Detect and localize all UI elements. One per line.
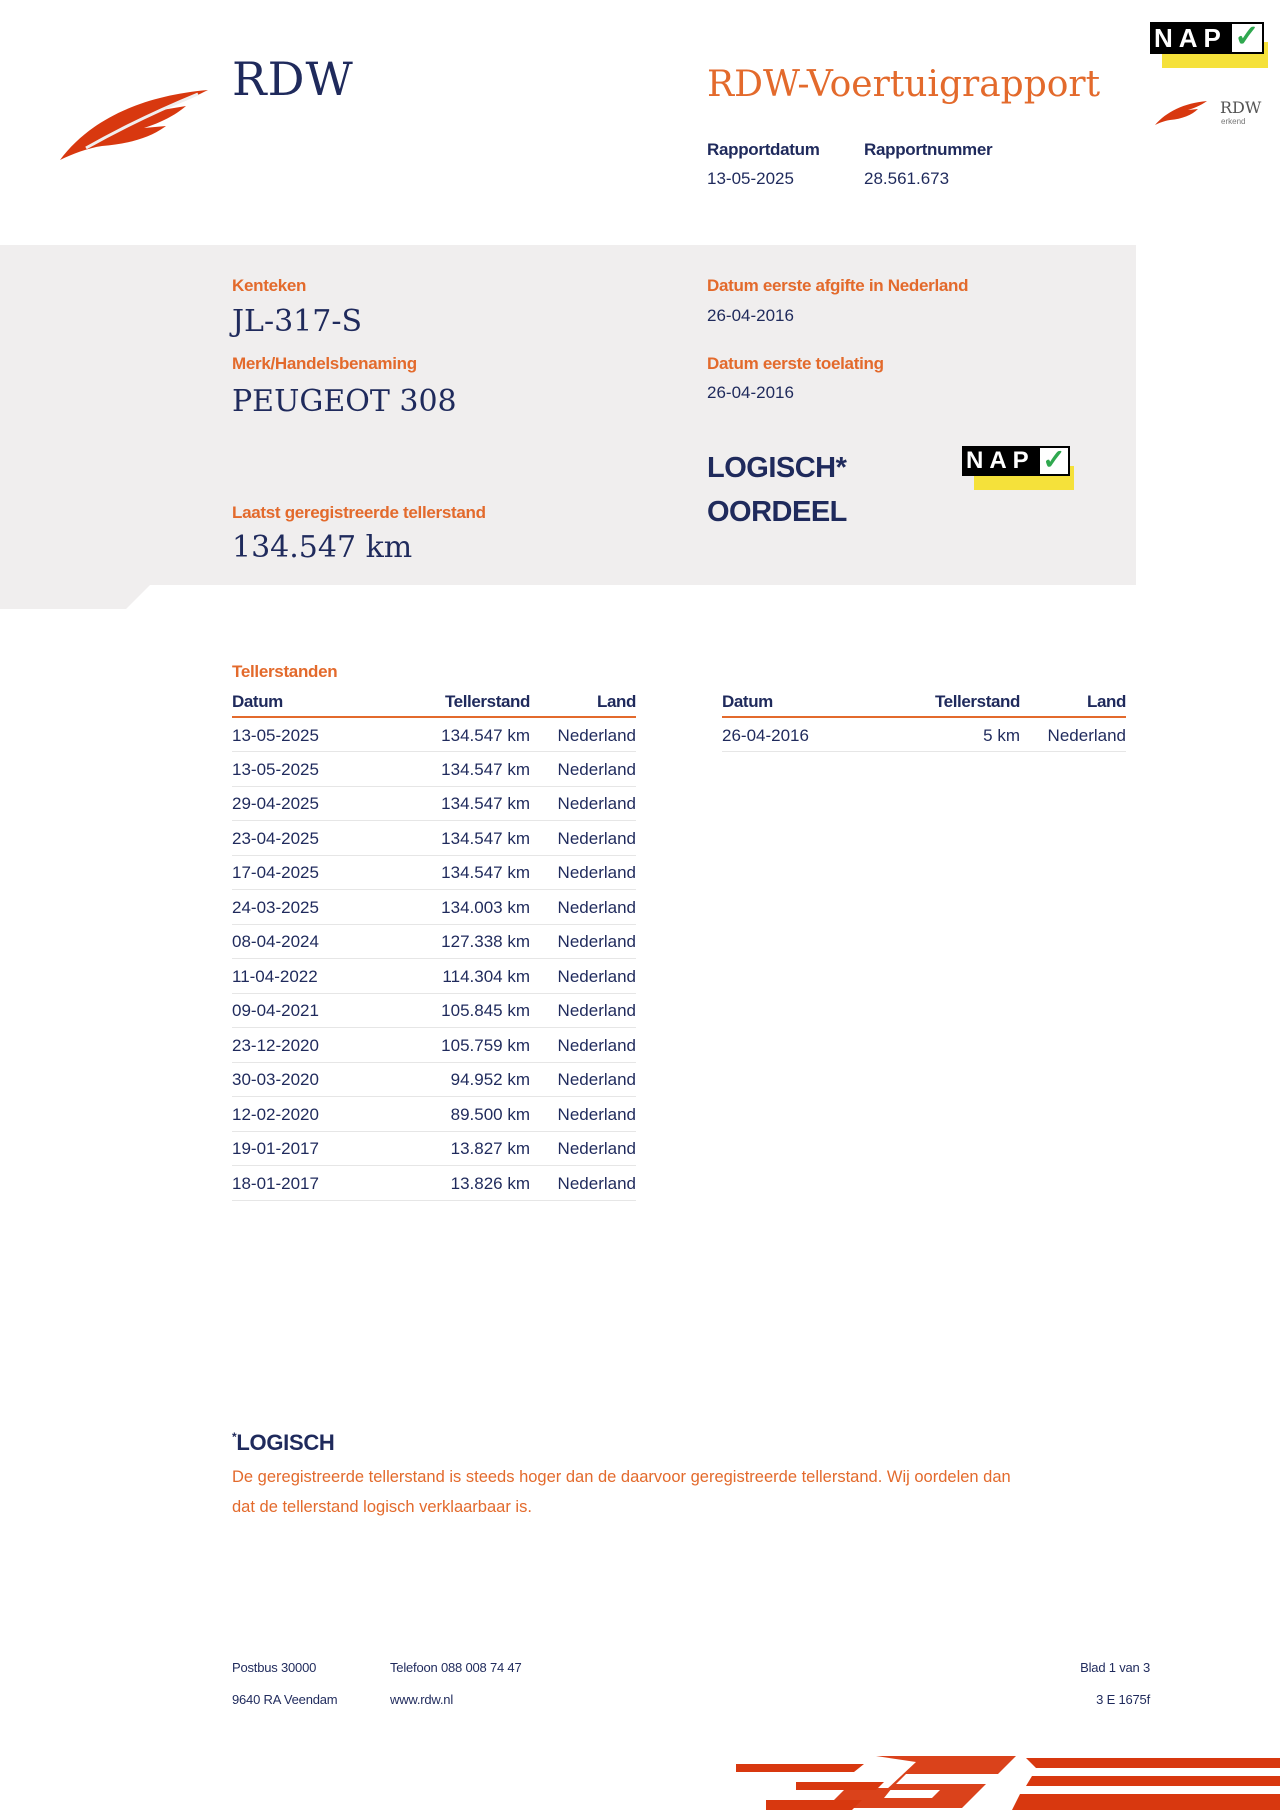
first-admission-label: Datum eerste toelating xyxy=(707,354,884,373)
table-row xyxy=(232,959,636,994)
cell-odometer: 94.952 km xyxy=(382,1062,530,1097)
table-row xyxy=(232,1131,636,1166)
cell-date: 08-04-2024 xyxy=(232,924,382,959)
cell-date: 11-04-2022 xyxy=(232,959,382,994)
cell-odometer: 114.304 km xyxy=(382,959,530,994)
table-header-row xyxy=(722,692,1126,717)
cell-date: 19-01-2017 xyxy=(232,1131,382,1166)
rdw-feather-logo-icon xyxy=(58,82,210,162)
cell-date: 12-02-2020 xyxy=(232,1097,382,1132)
rdw-erkend-sub: erkend xyxy=(1221,117,1246,126)
table-row xyxy=(232,855,636,890)
table-row xyxy=(232,786,636,821)
nap-badge-verdict xyxy=(962,446,1074,490)
rdw-erkend-feather-icon xyxy=(1154,98,1208,126)
odometer-value: 134.547 km xyxy=(232,530,413,565)
rdw-logo-wordmark: RDW xyxy=(232,52,354,106)
panel-bottom-edge xyxy=(0,585,1136,609)
table-row xyxy=(232,1062,636,1097)
cell-odometer: 5 km xyxy=(872,717,1020,752)
cell-date: 24-03-2025 xyxy=(232,890,382,925)
verdict-line1: LOGISCH* xyxy=(707,452,847,484)
cell-country: Nederland xyxy=(530,1131,636,1166)
table-row xyxy=(232,717,636,752)
note-title xyxy=(232,1430,335,1456)
cell-country: Nederland xyxy=(530,821,636,856)
cell-date: 18-01-2017 xyxy=(232,1166,382,1201)
column-header-country: Land xyxy=(530,692,636,717)
report-title: RDW-Voertuigrapport xyxy=(707,64,1101,105)
odometer-table-left xyxy=(232,692,636,1201)
column-header-odometer: Tellerstand xyxy=(872,692,1020,717)
cell-country: Nederland xyxy=(530,924,636,959)
odometer-label: Laatst geregistreerde tellerstand xyxy=(232,503,486,522)
report-date-value: 13-05-2025 xyxy=(707,169,794,188)
vehicle-summary-panel xyxy=(0,245,1136,585)
cell-odometer: 134.003 km xyxy=(382,890,530,925)
nap-check-icon: ✓ xyxy=(1038,446,1070,476)
cell-date: 13-05-2025 xyxy=(232,752,382,787)
cell-country: Nederland xyxy=(530,1028,636,1063)
cell-country: Nederland xyxy=(530,717,636,752)
cell-date: 30-03-2020 xyxy=(232,1062,382,1097)
cell-odometer: 13.826 km xyxy=(382,1166,530,1201)
note-line-2: dat de tellerstand logisch verklaarbaar is. xyxy=(232,1498,532,1516)
report-date-label: Rapportdatum xyxy=(707,140,820,159)
cell-odometer: 134.547 km xyxy=(382,752,530,787)
column-header-date: Datum xyxy=(232,692,382,717)
footer-page-number: Blad 1 van 3 xyxy=(1080,1660,1150,1675)
cell-odometer: 89.500 km xyxy=(382,1097,530,1132)
plate-label: Kenteken xyxy=(232,276,307,295)
cell-country: Nederland xyxy=(530,993,636,1028)
cell-date: 23-04-2025 xyxy=(232,821,382,856)
cell-odometer: 134.547 km xyxy=(382,786,530,821)
nap-badge-top xyxy=(1150,22,1268,68)
cell-country: Nederland xyxy=(530,1062,636,1097)
cell-odometer: 127.338 km xyxy=(382,924,530,959)
column-header-date: Datum xyxy=(722,692,872,717)
cell-date: 13-05-2025 xyxy=(232,717,382,752)
cell-country: Nederland xyxy=(530,1166,636,1201)
table-row xyxy=(232,1097,636,1132)
note-line-1: De geregistreerde tellerstand is steeds hoger dan de daarvoor geregistreerde tellerstand. Wij oordelen dan xyxy=(232,1468,1011,1486)
first-nl-value: 26-04-2016 xyxy=(707,306,794,325)
verdict-line2: OORDEEL xyxy=(707,496,847,528)
cell-date: 17-04-2025 xyxy=(232,855,382,890)
cell-country: Nederland xyxy=(1020,717,1126,752)
cell-country: Nederland xyxy=(530,786,636,821)
note-title-text: LOGISCH xyxy=(236,1430,335,1455)
first-nl-label: Datum eerste afgifte in Nederland xyxy=(707,276,969,295)
footer-code: 3 E 1675f xyxy=(1096,1692,1150,1707)
table-row xyxy=(232,993,636,1028)
cell-date: 09-04-2021 xyxy=(232,993,382,1028)
table-row xyxy=(232,1028,636,1063)
column-header-odometer: Tellerstand xyxy=(382,692,530,717)
table-row xyxy=(232,821,636,856)
cell-country: Nederland xyxy=(530,1097,636,1132)
cell-odometer: 134.547 km xyxy=(382,855,530,890)
odometer-section-title: Tellerstanden xyxy=(232,662,338,681)
note-title-mark: * xyxy=(232,1430,237,1444)
cell-country: Nederland xyxy=(530,752,636,787)
cell-country: Nederland xyxy=(530,890,636,925)
cell-odometer: 134.547 km xyxy=(382,717,530,752)
rdw-stripes-decoration xyxy=(736,1754,1280,1810)
rdw-erkend-brand: RDW xyxy=(1220,98,1262,117)
cell-date: 29-04-2025 xyxy=(232,786,382,821)
plate-value: JL-317-S xyxy=(232,304,363,339)
table-row xyxy=(232,1166,636,1201)
cell-date: 23-12-2020 xyxy=(232,1028,382,1063)
nap-check-icon: ✓ xyxy=(1230,22,1264,54)
cell-country: Nederland xyxy=(530,855,636,890)
cell-odometer: 13.827 km xyxy=(382,1131,530,1166)
footer-phone: Telefoon 088 008 74 47 xyxy=(390,1660,522,1675)
report-number-label: Rapportnummer xyxy=(864,140,993,159)
first-admission-value: 26-04-2016 xyxy=(707,383,794,402)
cell-odometer: 134.547 km xyxy=(382,821,530,856)
make-value: PEUGEOT 308 xyxy=(232,384,457,419)
table-row xyxy=(232,752,636,787)
table-row xyxy=(722,717,1126,752)
nap-badge-top-letters: NAP xyxy=(1150,22,1231,54)
table-row xyxy=(232,924,636,959)
cell-odometer: 105.759 km xyxy=(382,1028,530,1063)
column-header-country: Land xyxy=(1020,692,1126,717)
table-row xyxy=(232,890,636,925)
nap-badge-verdict-letters: NAP xyxy=(962,446,1039,476)
make-label: Merk/Handelsbenaming xyxy=(232,354,417,373)
report-number-value: 28.561.673 xyxy=(864,169,950,188)
footer-website-link[interactable]: www.rdw.nl xyxy=(390,1692,454,1707)
cell-odometer: 105.845 km xyxy=(382,993,530,1028)
odometer-table-right xyxy=(722,692,1126,752)
table-header-row xyxy=(232,692,636,717)
cell-country: Nederland xyxy=(530,959,636,994)
footer-address-line2: 9640 RA Veendam xyxy=(232,1692,338,1707)
footer-address-line1: Postbus 30000 xyxy=(232,1660,317,1675)
cell-date: 26-04-2016 xyxy=(722,717,872,752)
